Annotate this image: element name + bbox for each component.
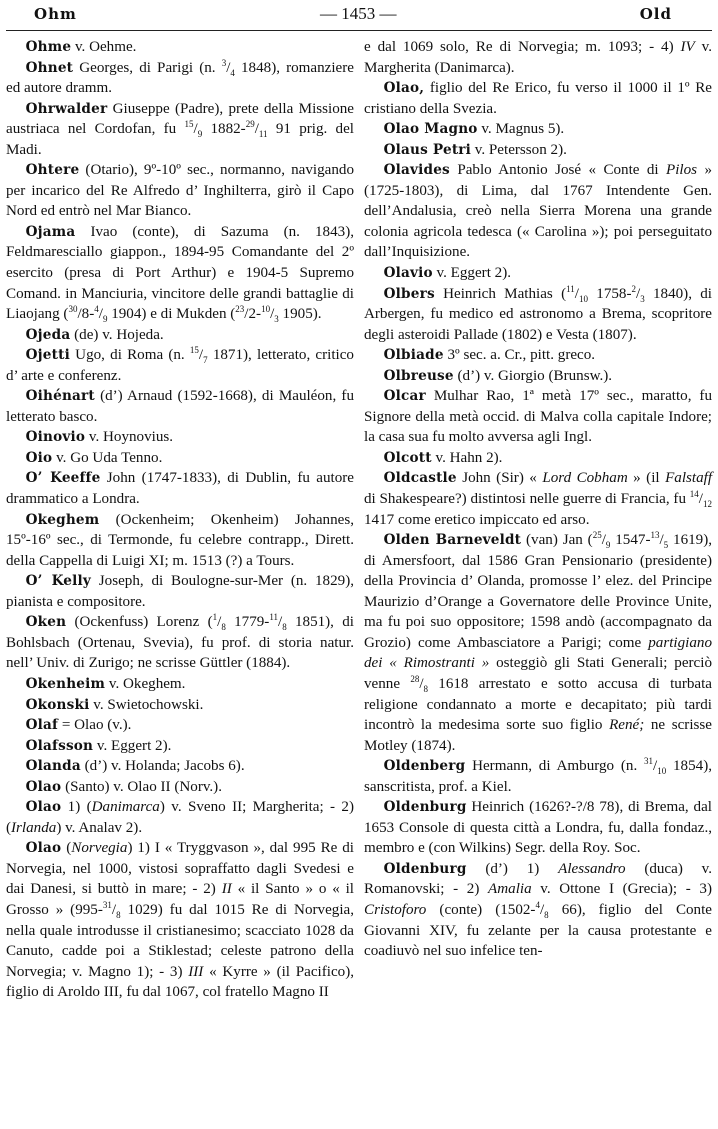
entry-headword: Ohrwalder: [25, 100, 108, 117]
dictionary-entry: [6, 756, 354, 777]
entry-text: Mulhar Rao, 1ª metà 17º sec., maratto, fu Signore della metà occid. di Malva colla capitale Indore; la casa sua fu molto avversa agli Ingl.: [364, 388, 712, 446]
dictionary-entry: [364, 263, 712, 284]
entry-headword: Ojetti: [25, 347, 70, 364]
entry-headword: Oken: [25, 614, 67, 631]
entry-text: /: [574, 285, 579, 302]
text-columns: [6, 37, 712, 1003]
entry-text: 1840), di Arbergen, fu medico ed astronomo a Brema, scopritore degli asteroidi Pallade (1802) e Vesta (1807).: [364, 285, 712, 343]
italic-text: Falstaff: [665, 470, 713, 487]
dictionary-entry: [6, 386, 354, 427]
entry-text: Ivao (conte), di Sazuma (n. 1843), Feldmaresciallo giappon., 1894-95 Comandante del 2º esercito (presa di Port Arthur) e 1904-5 Supremo Comand. in Manciuria, vincitore delle grandi battaglie di Liaojang (: [6, 223, 354, 323]
italic-text: Norvegia: [71, 840, 128, 857]
subscript: 4: [230, 67, 235, 78]
italic-text: IV: [680, 39, 695, 55]
dictionary-entry: [6, 736, 354, 757]
dictionary-entry: [364, 284, 712, 346]
subscript: 9: [605, 540, 611, 551]
subscript: 12: [703, 499, 712, 510]
entry-text: John (1747-1833), di Dublin, fu autore drammatico a Londra.: [6, 470, 354, 508]
left-column: [6, 37, 354, 1003]
subscript: 3: [640, 293, 645, 304]
entry-headword: Ohme: [25, 39, 72, 55]
dictionary-entry: [6, 468, 354, 509]
subscript: 9: [197, 129, 203, 140]
entry-text: /: [111, 901, 117, 918]
entry-text: Giuseppe (Padre), prete della Missione austriaca nel Cordofan, fu: [6, 100, 354, 138]
superscript: 1: [212, 612, 218, 623]
entry-text: 1871), letterato, critico d’ arte e conferenz.: [6, 347, 354, 384]
superscript: 3: [221, 57, 227, 68]
entry-headword: Olao: [25, 778, 62, 795]
superscript: 25: [592, 530, 602, 541]
italic-text: partigiano dei « Rimostranti »: [364, 634, 712, 672]
dictionary-entry: [6, 37, 354, 58]
superscript: 11: [269, 612, 278, 623]
entry-text: /: [226, 59, 231, 76]
italic-text: Alessandro: [558, 860, 626, 877]
superscript: 4: [94, 304, 99, 315]
subscript: 8: [282, 622, 287, 633]
dictionary-entry: [364, 345, 712, 366]
entry-text: 66), figlio del Conte Giovanni XIV, fu zelante per la causa protestante e coadiuvò nel suo infelice ten-: [364, 901, 712, 960]
dictionary-entry: [364, 530, 712, 756]
entry-headword: Olafsson: [25, 737, 94, 754]
dictionary-entry: [364, 119, 712, 140]
entry-headword: Ojeda: [25, 326, 71, 343]
entry-text: » (1725-1803), di Lima, dal 1767 Intendente Gen. dell’Andalusia, creò nella Sierra Morena una grande colonia agricola tedesca (« Carolina »); poi perseguitato dall’Inquisizione.: [364, 162, 712, 261]
entry-headword: Olao,: [383, 80, 425, 97]
dictionary-entry: [364, 78, 712, 119]
superscript: 15: [189, 345, 199, 356]
superscript: 23: [235, 304, 245, 315]
dictionary-entry: [6, 427, 354, 448]
italic-text: Amalia: [488, 881, 532, 898]
entry-text: figlio del Re Erico, fu verso il 1000 il 1º Re cristiano della Svezia.: [364, 80, 712, 117]
superscript: 13: [650, 530, 660, 541]
entry-text: (d’) v. Giorgio (Brunsw.).: [453, 367, 613, 384]
superscript: 11: [566, 283, 575, 294]
entry-text: /8-: [77, 306, 95, 323]
superscript: 10: [261, 304, 271, 315]
entry-text: (: [61, 840, 72, 857]
entry-text: Heinrich (1626?-?/8 78), di Brema, dal 1653 Console di questa città a Londra, fu, dalla fondaz., membro e (con Wilkins) Segr. della Roy. Soc.: [364, 799, 712, 857]
entry-text: 1618 arrestato e sotto accusa di turbata religione condannato a morte e decapitato; più tardi incontrò la medesima sorte suo figlio: [364, 675, 712, 734]
entry-text: (conte) (1502-: [426, 901, 536, 918]
entry-text: /: [636, 285, 641, 302]
entry-text: « Kyrre » (il Pacifico), figlio di Aroldo III, fu dal 1067, col fratello Magno II: [6, 963, 354, 1001]
entry-headword: Okonski: [25, 696, 90, 713]
dictionary-entry: [6, 448, 354, 469]
entry-text: v. Hahn 2).: [431, 449, 503, 466]
entry-text: (d’) 1): [466, 860, 559, 877]
entry-text: 1779-: [225, 614, 270, 631]
entry-text: v. Swietochowski.: [89, 696, 204, 713]
dictionary-entry: [6, 222, 354, 325]
entry-text: Pablo Antonio José « Conte di: [449, 162, 667, 179]
entry-text: di Shakespeare?) distintosi nelle guerre di Francia, fu: [364, 491, 690, 508]
subscript: 7: [203, 355, 208, 366]
entry-text: 1417 come eretico impiccato ed arso.: [364, 511, 590, 528]
dictionary-entry: [6, 99, 354, 161]
superscript: 28: [410, 673, 420, 684]
entry-text: 1904) e di Mukden (: [107, 306, 236, 323]
entry-headword: Olcott: [383, 449, 432, 466]
entry-headword: Ojama: [25, 223, 76, 240]
entry-text: 91 prig. del Madi.: [6, 121, 354, 158]
italic-text: II: [221, 881, 232, 898]
page-number: — 1453 —: [320, 4, 397, 23]
entry-text: John (Sir) «: [456, 470, 543, 487]
dictionary-entry: [364, 859, 712, 962]
entry-text: Georges, di Parigi (n.: [73, 59, 222, 76]
dictionary-entry: [6, 58, 354, 99]
entry-headword: O’ Keeffe: [25, 470, 101, 487]
entry-text: v. Okeghem.: [105, 675, 186, 692]
entry-headword: Oldenberg: [383, 758, 466, 775]
entry-headword: Oio: [25, 449, 53, 466]
entry-text: /: [539, 901, 545, 918]
dictionary-entry: [364, 386, 712, 448]
entry-text: (Ockenfuss) Lorenz (: [66, 614, 213, 631]
entry-headword: Ohtere: [25, 162, 80, 179]
entry-headword: Olbers: [383, 285, 435, 302]
superscript: 14: [689, 489, 699, 499]
dictionary-entry: [364, 756, 712, 797]
subscript: 8: [116, 909, 121, 920]
entry-headword: Olanda: [25, 758, 81, 775]
entry-text: 1905).: [278, 306, 322, 323]
entry-text: 1848), romanziere ed autore dramm.: [6, 59, 354, 97]
entry-text: Ugo, di Roma (n.: [69, 347, 190, 364]
entry-text: /: [698, 491, 703, 508]
entry-headword: Oldenburg: [383, 860, 467, 877]
italic-text: III: [188, 963, 204, 980]
entry-text: (Ockenheim; Okenheim) Johannes, 15º-16º sec., di Termonde, fu celebre contrapp., Dirett. della Cappella di Luigi XI; m. 1513 (?) a Tours.: [6, 511, 354, 569]
dictionary-entry: [6, 325, 354, 346]
entry-text: (de) v. Hojeda.: [70, 326, 164, 343]
entry-text: e dal 1069 solo, Re di Norvegia; m. 1093; - 4): [364, 39, 681, 55]
dictionary-entry: [6, 510, 354, 572]
subscript: 5: [663, 540, 669, 551]
entry-headword: Oldcastle: [383, 470, 457, 487]
dictionary-entry: [364, 366, 712, 387]
dictionary-entry: [364, 797, 712, 859]
entry-text: v. Eggert 2).: [93, 737, 172, 754]
entry-text: (Otario), 9º-10º sec., normanno, navigando per incarico del Re Alfredo d’ Inghilterra, girò il Capo Nord ed entrò nel Mar Bianco.: [6, 162, 354, 220]
entry-text: /: [193, 121, 198, 138]
dictionary-entry: [6, 797, 354, 838]
subscript: 10: [579, 293, 588, 304]
entry-text: v. Petersson 2).: [471, 141, 567, 158]
entry-headword: Olao: [25, 840, 62, 857]
entry-text: /: [659, 532, 664, 549]
entry-text: « il Santo » o « il Grosso » (995-: [6, 881, 355, 918]
header-right-guideword: Old: [639, 5, 672, 23]
entry-text: ) v. Analav 2).: [56, 819, 143, 836]
entry-text: /: [270, 306, 275, 323]
superscript: 2: [631, 283, 636, 294]
entry-text: 1547-: [610, 532, 651, 549]
dictionary-entry: [364, 468, 712, 530]
running-header: [6, 4, 712, 31]
dictionary-entry: [6, 612, 354, 674]
entry-text: 1758-: [588, 285, 632, 302]
subscript: 3: [274, 314, 279, 325]
entry-text: v. Oehme.: [71, 39, 137, 55]
dictionary-entry: [6, 345, 354, 386]
italic-text: Danimarca: [91, 799, 160, 816]
entry-text: ) 1) I « Tryggvason », dal 995 Re di Norvegia, nel 1000, vistosi sopraffatto dagli Svedesi e dai Danesi, si buttò in mare; - 2): [6, 840, 354, 898]
entry-text: Hermann, di Amburgo (n.: [465, 758, 645, 775]
right-column: [364, 37, 712, 1003]
entry-headword: Oldenburg: [383, 799, 467, 816]
entry-text: (van) Jan (: [521, 532, 593, 549]
entry-text: (d’) Arnaud (1592-1668), di Mauléon, fu letterato basco.: [6, 388, 354, 425]
entry-text: 3º sec. a. Cr., pitt. greco.: [443, 347, 596, 364]
entry-text: v. Eggert 2).: [432, 265, 512, 282]
superscript: 4: [535, 899, 540, 910]
italic-text: Irlanda: [11, 819, 57, 836]
entry-headword: Oinovio: [25, 429, 86, 446]
entry-headword: Olavides: [383, 162, 450, 179]
superscript: 15: [184, 119, 194, 130]
dictionary-entry: [6, 571, 354, 612]
subscript: 8: [544, 909, 549, 920]
entry-headword: Okeghem: [25, 511, 100, 528]
dictionary-entry: [6, 695, 354, 716]
entry-text: /2-: [244, 306, 262, 323]
entry-text: /: [98, 306, 103, 323]
dictionary-entry: [364, 448, 712, 469]
dictionary-entry: [364, 37, 712, 78]
entry-text: (d’) v. Holanda; Jacobs 6).: [80, 758, 245, 775]
entry-text: /: [198, 347, 204, 364]
header-left-guideword: Ohm: [34, 5, 77, 23]
subscript: 10: [657, 766, 667, 777]
entry-headword: Olao: [25, 799, 62, 816]
superscript: 30: [68, 304, 78, 315]
entry-text: /: [217, 614, 222, 631]
entry-headword: Olden Barneveldt: [383, 532, 522, 549]
dictionary-entry: [6, 777, 354, 798]
entry-headword: Olao Magno: [383, 121, 478, 138]
dictionary-entry: [6, 838, 354, 1002]
entry-text: 1) (: [61, 799, 92, 816]
entry-text: v. Ottone I (Grecia); - 3): [531, 881, 712, 898]
entry-text: 1619), di Amersfoort, dal 1586 Gran Pensionario (presidente) della Provincia d’ Olanda, promosse l’ elez. del Principe Maurizio d’Orange a Governatore delle Province Unite, ma fu poi suo oppositore; 1598 andò (accompagnato da Grozio) come Ambasciatore a Parigi; come: [364, 532, 713, 651]
subscript: 11: [258, 129, 268, 140]
italic-text: Pilos: [666, 162, 698, 179]
entry-text: v. Hoynovius.: [85, 429, 174, 446]
entry-text: v. Margherita (Danimarca).: [364, 39, 712, 76]
entry-text: (duca) v. Romanovski; - 2): [364, 860, 712, 898]
entry-text: 1882-: [202, 121, 246, 138]
superscript: 31: [102, 899, 112, 910]
entry-headword: Oihénart: [25, 388, 95, 405]
entry-headword: Olbreuse: [383, 367, 454, 384]
dictionary-entry: [364, 140, 712, 161]
superscript: 31: [644, 756, 654, 767]
subscript: 8: [221, 622, 226, 633]
italic-text: Cristoforo: [364, 901, 427, 918]
entry-text: Heinrich Mathias (: [434, 285, 567, 302]
entry-headword: Olcar: [383, 388, 426, 405]
dictionary-entry: [364, 160, 712, 263]
subscript: 9: [102, 314, 108, 325]
dictionary-entry: [6, 715, 354, 736]
entry-headword: Olaus Petri: [383, 141, 472, 158]
entry-text: /: [277, 614, 283, 631]
entry-headword: Olavio: [383, 265, 433, 282]
entry-headword: Ohnet: [25, 59, 74, 76]
entry-headword: Okenheim: [25, 675, 106, 692]
entry-headword: O’ Kelly: [25, 573, 91, 590]
subscript: 8: [423, 683, 429, 694]
entry-text: /: [601, 532, 606, 549]
entry-text: /: [653, 758, 658, 775]
entry-text: 1851), di Bohlsbach (Ortenau, Svevia), fu prof. di storia natur. nell’ Univ. di Zurigo; ne scrisse Güttler (1884).: [6, 614, 354, 672]
entry-text: v. Magnus 5).: [477, 121, 565, 138]
entry-text: 1854), sanscritista, prof. a Kiel.: [364, 758, 712, 795]
superscript: 29: [245, 119, 255, 130]
entry-headword: Olaf: [25, 717, 59, 734]
entry-text: 1029) fu dal 1015 Re di Norvegia, nella quale introdusse il cristianesimo; scacciato 1028 da Canuto, cadde poi a Stiklestad; celeste patrono della Norvegia; v. Magno 1); - 3): [6, 901, 354, 980]
entry-text: » (il: [627, 470, 666, 487]
dictionary-entry: [6, 160, 354, 222]
entry-text: osteggiò gli Stati Generali; perciò venne: [364, 655, 712, 692]
entry-text: /: [419, 675, 424, 692]
entry-text: ne scrisse Motley (1874).: [364, 717, 712, 754]
entry-headword: Olbiade: [383, 347, 444, 364]
entry-text: /: [254, 121, 259, 138]
entry-text: (Santo) v. Olao II (Norv.).: [61, 778, 222, 795]
entry-text: Joseph, di Boulogne-sur-Mer (n. 1829), pianista e compositore.: [6, 573, 354, 610]
entry-text: = Olao (v.).: [58, 717, 132, 734]
italic-text: Lord Cobham: [542, 470, 628, 487]
entry-text: v. Go Uda Tenno.: [52, 449, 163, 466]
dictionary-entry: [6, 674, 354, 695]
italic-text: René;: [609, 717, 645, 734]
entry-text: ) v. Sveno II; Margherita; - 2) (: [6, 799, 354, 836]
